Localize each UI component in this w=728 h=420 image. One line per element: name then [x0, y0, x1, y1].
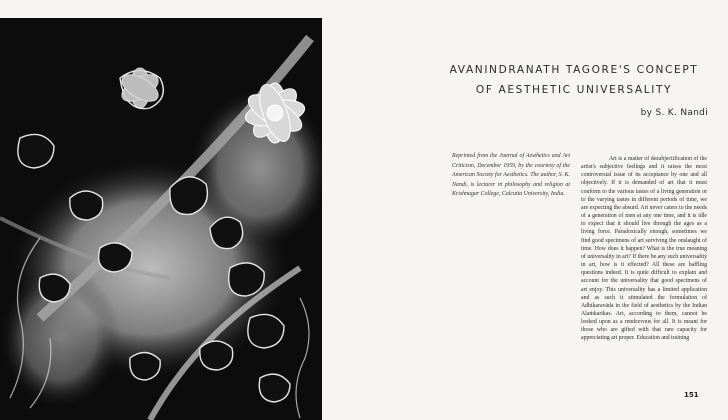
- page-number: 151: [684, 391, 699, 399]
- article-body-column: [581, 155, 707, 389]
- article-title-line1: AVANINDRANATH TAGORE'S CONCEPT: [449, 64, 699, 76]
- leaf-photogram-icon: [0, 18, 322, 420]
- body-paragraph: Art is a matter of desubjectification of the artist's subjective feelings and it raises the most controversial issue of its acceptance by one and all objectively. If it is demanded of art that it must conform to the various tastes of a living generation or to the varying tastes in different periods of time, we are expecting the absurd. Art never caters to the needs of a generation of men at any one time, and it is idle to expect that it should live through the ages as a living force. Paradoxically enough, sometimes we find good specimens of art surviving the onslaught of time. How does it happen? What is the true meaning of universality in art? If there be any such universality in art, how is it effected? All these are baffling questions indeed. It is quite difficult to explain and account for the universality that good specimens of art enjoy. This universality has a limited application and as such it stimulated the formulation of Adhikaravāda in the field of aesthetics by the Indian Alaṁkarikas. Art, according to them, cannot be looked upon as a rendezvous for all. It is meant for those who are gifted with that rare capacity for appreciating art proper. Education and training: [581, 156, 707, 342]
- article-title-line2: OF AESTHETIC UNIVERSALITY: [475, 84, 673, 96]
- article-byline: by S. K. Nandi: [640, 108, 708, 118]
- reprint-note: Reprinted from the Journal of Aesthetics and Art Criticism, December 1959, by the courtesy of the American Society for Aesthetics. The author, S. K. Nandi, is lecturer in philosophy and religion at Krishnagar College, Calcutta University, India.: [452, 153, 570, 198]
- abstract-photograph: [0, 18, 322, 420]
